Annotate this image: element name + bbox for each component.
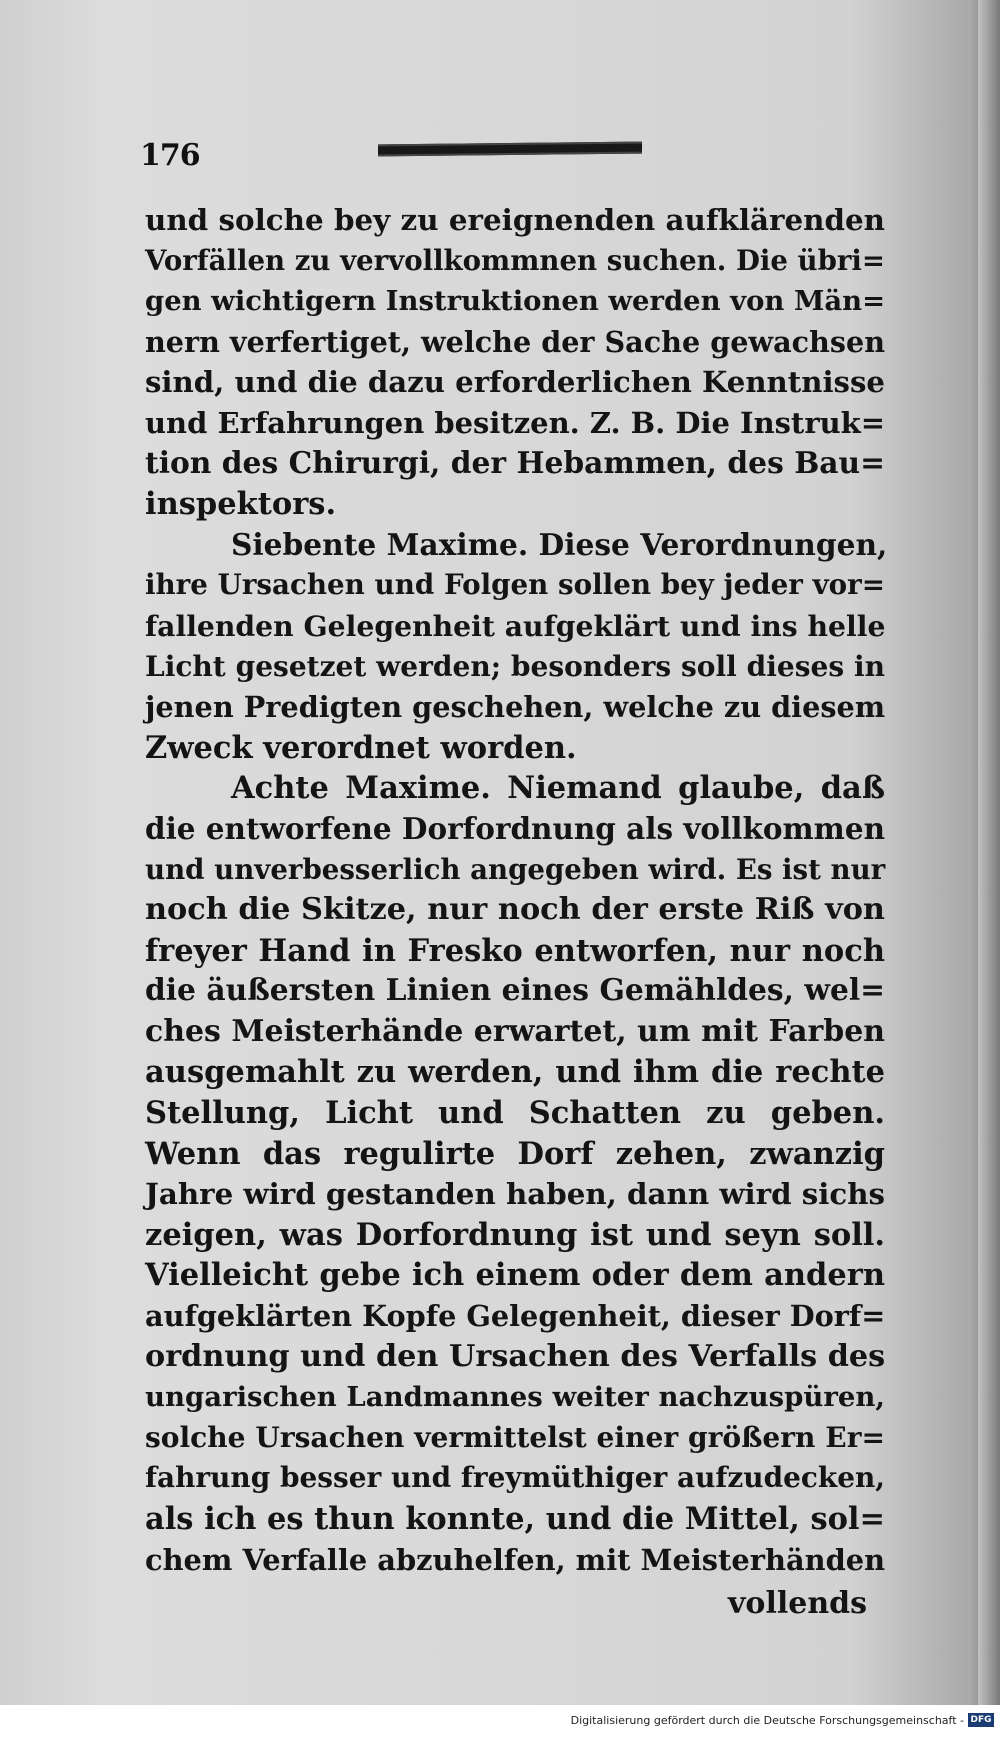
text-line: aufgeklärten Kopfe Gelegenheit, dieser Dorf=	[145, 1299, 886, 1334]
text-line: solche Ursachen vermittelst einer größern Er=	[145, 1420, 885, 1454]
text-line: nern verfertiget, welche der Sache gewachsen	[145, 324, 885, 359]
text-line: tion des Chirurgi, der Hebammen, des Bau=	[145, 445, 885, 481]
text-line: zeigen, was Dorfordnung ist und seyn soll.	[145, 1216, 885, 1253]
text-line: ausgemahlt zu werden, und ihm die rechte	[145, 1054, 885, 1091]
text-line: inspektors.	[145, 486, 337, 523]
text-line: Siebente Maxime. Diese Verordnungen,	[231, 526, 888, 562]
text-line: Vielleicht gebe ich einem oder dem andern	[145, 1257, 885, 1294]
text-line: Zweck verordnet worden.	[145, 729, 577, 766]
text-line: freyer Hand in Fresko entworfen, nur noch	[145, 932, 885, 969]
text-line: fallenden Gelegenheit aufgeklärt und ins helle	[145, 608, 886, 643]
text-line: Wenn das regulirte Dorf zehen, zwanzig	[145, 1135, 885, 1172]
text-line: gen wichtigern Instruktionen werden von Män=	[145, 285, 886, 318]
text-line: jenen Predigten geschehen, welche zu diesem	[145, 690, 886, 725]
text-line: die entworfene Dorfordnung als vollkommen	[145, 810, 885, 846]
text-line: Stellung, Licht und Schatten zu geben.	[145, 1095, 885, 1132]
page-number: 176	[140, 138, 200, 173]
catchword: vollends	[728, 1586, 867, 1621]
footer-credit: Digitalisierung gefördert durch die Deutsche Forschungsgemeinschaft -	[570, 1714, 964, 1727]
header-rule	[378, 142, 642, 157]
body-text	[145, 200, 888, 1580]
text-line: Licht gesetzet werden; besonders soll dieses in	[145, 649, 885, 683]
text-line: und unverbesserlich angegeben wird. Es ist nur	[145, 852, 886, 886]
text-line: ihre Ursachen und Folgen sollen bey jeder vor=	[145, 568, 885, 602]
text-line: die äußersten Linien eines Gemähldes, wel=	[145, 973, 885, 1009]
text-line: ungarischen Landmannes weiter nachzuspüren,	[145, 1381, 885, 1414]
text-line: und solche bey zu ereignenden aufklärenden	[145, 202, 885, 237]
page-edge-shadow	[978, 0, 1000, 1705]
text-line: als ich es thun konnte, und die Mittel, sol=	[145, 1501, 885, 1537]
text-line: und Erfahrungen besitzen. Z. B. Die Instruk=	[145, 405, 885, 440]
text-line: ordnung und den Ursachen des Verfalls des	[145, 1338, 886, 1374]
text-line: fahrung besser und freymüthiger aufzudecken,	[145, 1461, 885, 1495]
dfg-logo: DFG	[968, 1713, 994, 1727]
footer-bar	[0, 1705, 1000, 1739]
text-line: Vorfällen zu vervollkommnen suchen. Die übri=	[145, 243, 885, 277]
text-line: noch die Skitze, nur noch der erste Riß von	[145, 892, 885, 928]
text-line: chem Verfalle abzuhelfen, mit Meisterhänden	[145, 1542, 886, 1577]
text-line: sind, und die dazu erforderlichen Kenntnisse	[145, 365, 885, 400]
text-line: Achte Maxime. Niemand glaube, daß	[231, 770, 885, 807]
text-line: Jahre wird gestanden haben, dann wird sichs	[145, 1176, 886, 1212]
text-line: ches Meisterhände erwartet, um mit Farben	[145, 1013, 885, 1049]
